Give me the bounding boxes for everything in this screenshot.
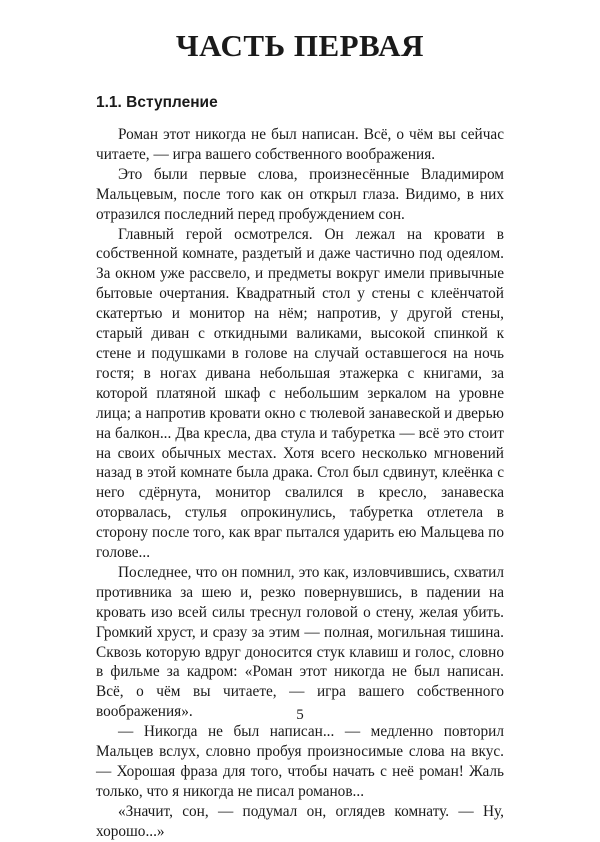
paragraph: — Никогда не был написан... — медленно повторил Мальцев вслух, словно пробуя произносимые слова на вкус. — Хорошая фраза для того, чтобы начать с неё роман! Жаль только, что я никогда не писал романов...: [96, 723, 504, 800]
part-title: ЧАСТЬ ПЕРВАЯ: [175, 28, 425, 63]
paragraph: «Значит, сон, — подумал он, оглядев комнату. — Ну, хорошо...»: [96, 802, 504, 840]
paragraph: Главный герой осмотрелся. Он лежал на кровати в собственной комнате, раздетый и даже частично под одеялом. За окном уже рассвело, и предметы вокруг имели привычные бытовые очертания. Квадратный стол у стены с клеёнчатой скатертью и монитор на нём; напротив, у другой стены, старый диван с откидными валиками, высокой спинкой к стене и подушками в голове на случай оставшегося на ночь гостя; в ногах дивана небольшая этажерка с книгами, за которой платяной шкаф с небольшим зеркалом на уровне лица; а напротив кровати окно с тюлевой занавеской и дверью на балкон... Два кресла, два стула и табуретка — всё это стоит на своих обычных местах. Хотя всего несколько мгновений назад в этой комнате была драка. Стол был сдвинут, клеёнка с него сдёрнута, монитор свалился в кресло, занавеска оторвалась, стулья опрокинулись, табуретка отлетела в сторону после того, как враг пытался ударить ею Мальцева по голове...: [96, 225, 504, 562]
section-title: 1.1. Вступление: [96, 94, 218, 111]
book-page: [96, 20, 504, 840]
paragraph: Роман этот никогда не был написан. Всё, о чём вы сейчас читаете, — игра вашего собственного воображения.: [96, 126, 504, 163]
page-number: 5: [296, 707, 304, 723]
paragraph: Это были первые слова, произнесённые Владимиром Мальцевым, после того как он открыл глаза. Видимо, в них отразился последний перед пробуждением сон.: [96, 165, 504, 223]
paragraph: Последнее, что он помнил, это как, изловчившись, схватил противника за шею и, резко повернувшись, в падении на кровать изо всей силы треснул головой о стену, желая убить. Громкий хруст, и сразу за этим — полная, могильная тишина. Сквозь которую вдруг доносится стук клавиш и голос, словно в фильме за кадром: «Роман этот никогда не был написан. Всё, о чём вы читаете, — игра вашего собственного воображения».: [96, 563, 504, 721]
chapter-text: [96, 125, 504, 842]
